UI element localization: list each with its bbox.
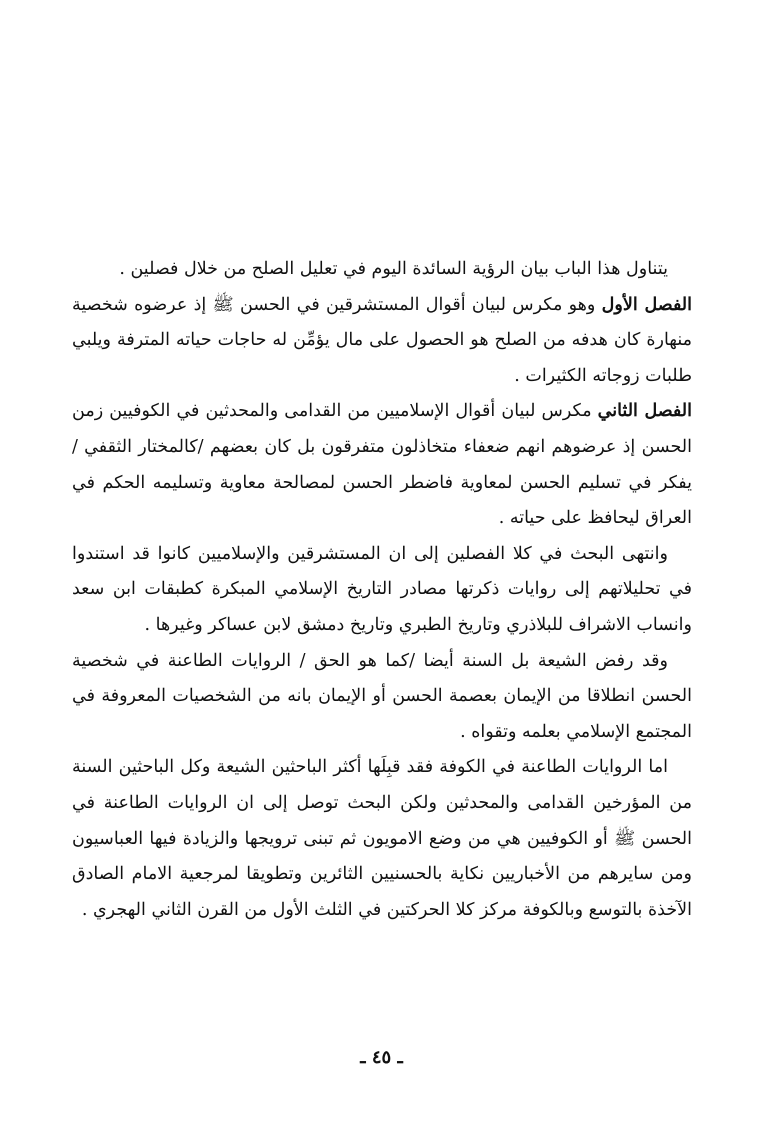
paragraph-chapter-one [72, 288, 692, 395]
chapter-one-heading: الفصل الأول [601, 294, 692, 315]
paragraph-text: وانتهى البحث في كلا الفصلين إلى ان المستشرقين والإسلاميين كانوا قد استندوا في تحليلاتهم إلى روايات ذكرتها مصادر التاريخ الإسلامي المبكرة كطبقات ابن سعد وانساب الاشراف للبلاذري وتاريخ الطبري وتاريخ دمشق لابن عساكر وغيرها . [72, 543, 692, 635]
paragraph-text: اما الروايات الطاعنة في الكوفة فقد قبِلَها أكثر الباحثين الشيعة وكل الباحثين السنة من المؤرخين القدامى والمحدثين ولكن البحث توصل إلى ان الروايات الطاعنة في الحسن ﷺ أو الكوفيين هي من وضع الامويون ثم تبنى ترويجها والزيادة فيها العباسيون ومن سايرهم من الأخباريين نكاية بالحسنيين الثائرين وتطويقا لمرجعية الامام الصادق الآخذة بالتوسع وبالكوفة مركز كلا الحركتين في الثلث الأول من القرن الثاني الهجري . [72, 757, 692, 920]
paragraph-text: مكرس لبيان أقوال الإسلاميين من القدامى والمحدثين في الكوفيين زمن الحسن إذ عرضوهم انهم ضعفاء متخاذلون متفرقون بل كان بعضهم /كالمختار الثقفي / يفكر في تسليم الحسن لمعاوية فاضطر الحسن لمصالحة معاوية وتسليمه الحكم في العراق ليحافظ على حياته . [72, 401, 692, 529]
main-text [72, 252, 692, 928]
chapter-two-heading: الفصل الثاني [597, 401, 692, 422]
paragraph-rejection [72, 644, 692, 751]
paragraph-text: وهو مكرس لبيان أقوال المستشرقين في الحسن ﷺ إذ عرضوه شخصية منهارة كان هدفه من الصلح هو الحصول على مال يؤمِّن له حاجات حياته المترفة ويلبي طلبات زوجاته الكثيرات . [72, 294, 692, 386]
paragraph-text: يتناول هذا الباب بيان الرؤية السائدة اليوم في تعليل الصلح من خلال فصلين . [119, 259, 668, 279]
paragraph-kufa-narrations [72, 750, 692, 928]
paragraph-intro [72, 252, 692, 288]
paragraph-chapter-two [72, 394, 692, 536]
paragraph-text: وقد رفض الشيعة بل السنة أيضا /كما هو الحق / الروايات الطاعنة في شخصية الحسن انطلاقا من الإيمان بعصمة الحسن أو الإيمان بانه من الشخصيات المعروفة في المجتمع الإسلامي بعلمه وتقواه . [72, 650, 692, 742]
paragraph-conclusion [72, 537, 692, 644]
page-number: ـ ٤٥ ـ [360, 1047, 403, 1068]
